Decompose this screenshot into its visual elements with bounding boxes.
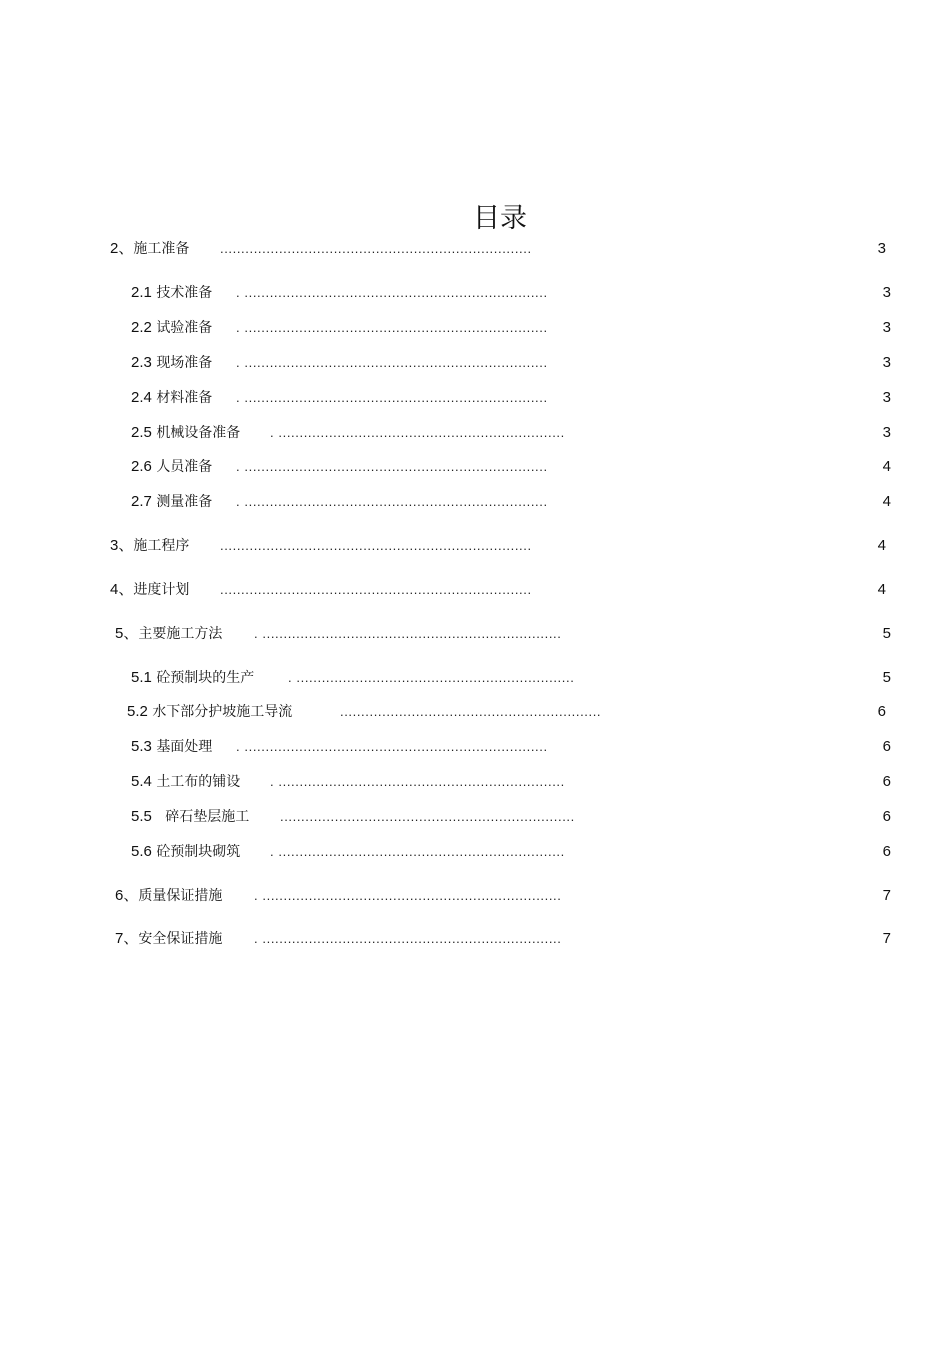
toc-entry-text: 测量准备 <box>156 494 213 510</box>
toc-entry-page: 7 <box>882 930 891 947</box>
toc-entry-leader: . .................................................................. <box>288 670 575 685</box>
toc-entry-leader: . ........................................................................ <box>236 459 548 474</box>
toc-entry-number: 5.3 <box>131 738 152 755</box>
toc-entry-number: 4、 <box>110 581 134 598</box>
toc-entry-leader: . ........................................................................ <box>236 355 548 370</box>
toc-entry-number: 2.7 <box>131 493 152 510</box>
toc-entry-leader: . .................................................................... <box>270 425 565 440</box>
toc-entry-number: 2.2 <box>131 319 152 336</box>
toc-entry-5-4[interactable] <box>0 771 950 793</box>
toc-entry-2-1[interactable] <box>0 282 950 304</box>
toc-entry-6[interactable] <box>0 885 950 907</box>
toc-entry-number: 5.6 <box>131 843 152 860</box>
toc-entry-leader: .......................................................................... <box>220 582 532 597</box>
toc-entry-leader: .............................................................. <box>340 704 602 719</box>
toc-entry-page: 5 <box>882 669 891 686</box>
toc-entry-page: 6 <box>877 703 886 720</box>
toc-entry-2-2[interactable] <box>0 317 950 339</box>
toc-entry-page: 5 <box>882 625 891 642</box>
toc-entry-page: 3 <box>882 354 891 371</box>
toc-entry-text: 技术准备 <box>156 285 213 301</box>
toc-entry-leader: . ........................................................................ <box>236 739 548 754</box>
toc-entry-page: 4 <box>882 458 891 475</box>
toc-entry-page: 3 <box>877 240 886 257</box>
toc-entry-number: 2.5 <box>131 424 152 441</box>
toc-entry-number: 5、 <box>115 625 139 642</box>
toc-entry-page: 4 <box>882 493 891 510</box>
toc-entry-text: 砼预制块砌筑 <box>156 844 241 860</box>
toc-entry-page: 6 <box>882 738 891 755</box>
toc-entry-3[interactable] <box>0 535 950 557</box>
toc-entry-text: 施工准备 <box>133 241 190 257</box>
toc-entry-page: 7 <box>882 887 891 904</box>
toc-entry-4[interactable] <box>0 579 950 601</box>
toc-entry-number: 2.1 <box>131 284 152 301</box>
toc-entry-leader: . ........................................................................ <box>236 285 548 300</box>
toc-entry-number: 3、 <box>110 537 134 554</box>
toc-entry-leader: . ....................................................................... <box>254 626 562 641</box>
toc-entry-leader: . ........................................................................ <box>236 390 548 405</box>
toc-entry-2-7[interactable] <box>0 491 950 513</box>
toc-entry-text: 材料准备 <box>156 390 213 406</box>
toc-entry-number: 7、 <box>115 930 139 947</box>
toc-entry-leader: . ....................................................................... <box>254 888 562 903</box>
toc-entry-number: 5.5 <box>131 808 152 825</box>
toc-entry-text: 人员准备 <box>156 459 213 475</box>
toc-entry-leader: .......................................................................... <box>220 538 532 553</box>
toc-entry-number: 2.3 <box>131 354 152 371</box>
toc-entry-page: 6 <box>882 773 891 790</box>
toc-entry-text: 施工程序 <box>133 538 190 554</box>
toc-entry-page: 3 <box>882 284 891 301</box>
toc-entry-text: 试验准备 <box>156 320 213 336</box>
toc-entry-leader: . .................................................................... <box>270 844 565 859</box>
toc-entry-2-3[interactable] <box>0 352 950 374</box>
toc-entry-leader: . ........................................................................ <box>236 494 548 509</box>
toc-entry-page: 4 <box>877 537 886 554</box>
toc-entry-text: 水下部分护坡施工导流 <box>152 704 293 720</box>
toc-entry-5-5[interactable] <box>0 806 950 828</box>
toc-entry-2-6[interactable] <box>0 456 950 478</box>
toc-title: 目录 <box>473 203 527 234</box>
toc-entry-text: 土工布的铺设 <box>156 774 241 790</box>
toc-entry-2[interactable] <box>0 238 950 260</box>
toc-entry-number: 6、 <box>115 887 139 904</box>
toc-entry-2-5[interactable] <box>0 422 950 444</box>
toc-entry-number: 2、 <box>110 240 134 257</box>
toc-entry-2-4[interactable] <box>0 387 950 409</box>
toc-entry-5-2[interactable] <box>0 701 950 723</box>
toc-entry-number: 5.1 <box>131 669 152 686</box>
toc-entry-number: 5.4 <box>131 773 152 790</box>
toc-entry-leader: .......................................................................... <box>220 241 532 256</box>
toc-entry-leader: . .................................................................... <box>270 774 565 789</box>
toc-entry-page: 4 <box>877 581 886 598</box>
toc-entry-page: 6 <box>882 843 891 860</box>
toc-entry-number: 2.6 <box>131 458 152 475</box>
toc-entry-5[interactable] <box>0 623 950 645</box>
toc-entry-text: 安全保证措施 <box>138 931 223 947</box>
toc-entry-leader: ...................................................................... <box>280 809 575 824</box>
toc-entry-text: 碎石垫层施工 <box>165 809 250 825</box>
toc-entry-text: 主要施工方法 <box>138 626 223 642</box>
toc-entry-text: 质量保证措施 <box>138 888 223 904</box>
toc-entry-5-6[interactable] <box>0 841 950 863</box>
toc-entry-7[interactable] <box>0 928 950 950</box>
toc-entry-text: 砼预制块的生产 <box>156 670 255 686</box>
toc-entry-leader: . ........................................................................ <box>236 320 548 335</box>
toc-entry-page: 6 <box>882 808 891 825</box>
toc-entry-text: 进度计划 <box>133 582 190 598</box>
toc-entry-5-1[interactable] <box>0 667 950 689</box>
toc-entry-number: 5.2 <box>127 703 148 720</box>
toc-entry-text: 机械设备准备 <box>156 425 241 441</box>
toc-entry-page: 3 <box>882 319 891 336</box>
toc-entry-5-3[interactable] <box>0 736 950 758</box>
toc-entry-text: 基面处理 <box>156 739 213 755</box>
toc-entry-leader: . ....................................................................... <box>254 931 562 946</box>
toc-entry-text: 现场准备 <box>156 355 213 371</box>
toc-entry-page: 3 <box>882 424 891 441</box>
toc-entry-number: 2.4 <box>131 389 152 406</box>
toc-entry-page: 3 <box>882 389 891 406</box>
